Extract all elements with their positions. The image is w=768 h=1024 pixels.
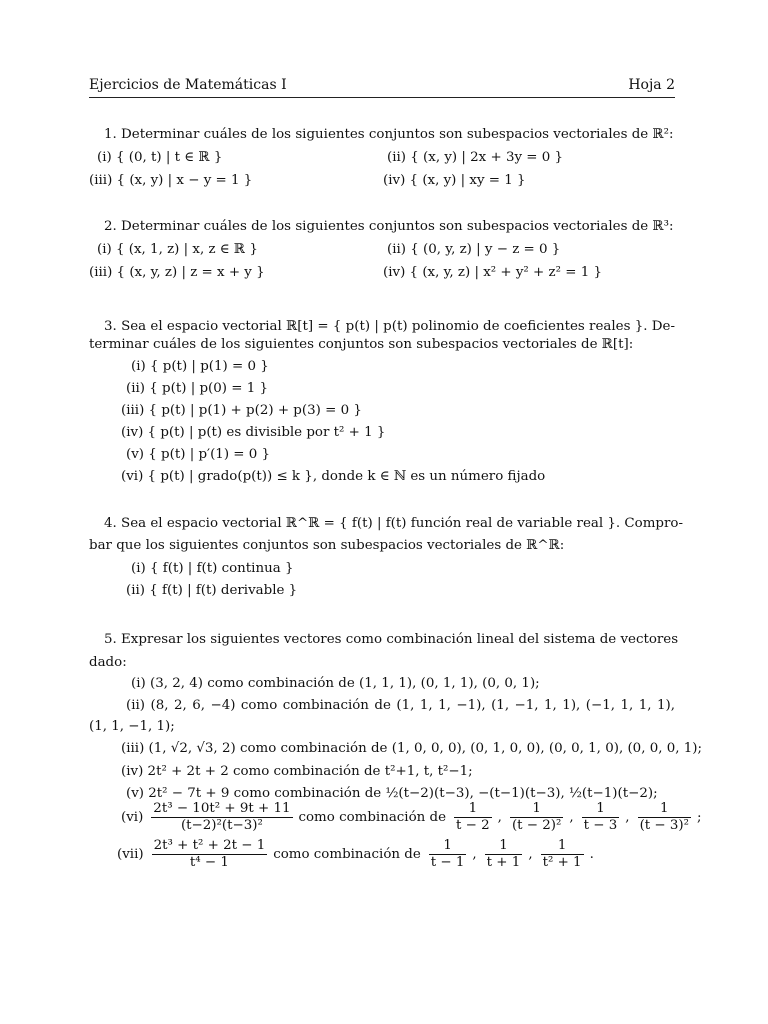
- comma: ,: [472, 846, 477, 862]
- ex5-vi-main-fraction: [151, 801, 292, 834]
- ex5-vii-denominator: t⁴ − 1: [189, 855, 229, 871]
- ex4-item-i: (i) { f(t) | f(t) continua }: [131, 561, 294, 576]
- ex5-vi-frac-2: [510, 801, 563, 834]
- ex5-item-iv: (iv) 2t² + 2t + 2 como combinación de t²+1, t, t²−1;: [121, 764, 473, 779]
- ex3-item-iv: (iv) { p(t) | p(t) es divisible por t² + 1 }: [121, 425, 386, 440]
- ex3-line2: terminar cuáles de los siguientes conjuntos son subespacios vectoriales de ℝ[t]:: [89, 337, 634, 352]
- ex1-item-ii: (ii) { (x, y) | 2x + 3y = 0 }: [387, 150, 564, 165]
- frac-num: 1: [582, 801, 620, 818]
- ex5-vi-denominator: (t−2)²(t−3)²: [180, 818, 263, 834]
- header-rule: [89, 97, 675, 98]
- comma: ,: [497, 809, 502, 825]
- ex5-vii-numerator: 2t³ + t² + 2t − 1: [152, 838, 268, 855]
- ex5-item-vii: [117, 838, 600, 871]
- ex2-item-iv: (iv) { (x, y, z) | x² + y² + z² = 1 }: [383, 265, 602, 280]
- ex5-item-v: (v) 2t² − 7t + 9 como combinación de ½(t−2)(t−3), −(t−1)(t−3), ½(t−1)(t−2);: [126, 786, 658, 801]
- ex5-item-ii-line1: (ii) (8, 2, 6, −4) como combinación de (1, 1, 1, −1), (1, −1, 1, 1), (−1, 1, 1, 1),: [126, 698, 675, 713]
- frac-den: t² + 1: [542, 855, 582, 871]
- ex2-item-ii: (ii) { (0, y, z) | y − z = 0 }: [387, 242, 561, 257]
- ex5-item-ii-line2: (1, 1, −1, 1);: [89, 719, 175, 734]
- ex2-title: 2. Determinar cuáles de los siguientes conjuntos son subespacios vectoriales de ℝ³:: [104, 219, 674, 234]
- ex5-vi-frac-4: [638, 801, 691, 834]
- frac-num: 1: [638, 801, 691, 818]
- ex5-vii-label: (vii): [117, 846, 144, 862]
- frac-den: t − 3: [583, 818, 618, 834]
- ex5-item-i: (i) (3, 2, 4) como combinación de (1, 1, 1), (0, 1, 1), (0, 0, 1);: [131, 676, 540, 691]
- comma: ,: [625, 809, 630, 825]
- ex2-item-iii: (iii) { (x, y, z) | z = x + y }: [89, 265, 265, 280]
- comma: ,: [528, 846, 533, 862]
- ex2-item-i: (i) { (x, 1, z) | x, z ∈ ℝ }: [97, 242, 258, 257]
- ex1-item-iv: (iv) { (x, y) | xy = 1 }: [383, 173, 526, 188]
- ex5-vi-label: (vi): [121, 809, 144, 825]
- ex5-vi-numerator: 2t³ − 10t² + 9t + 11: [151, 801, 292, 818]
- ex5-line1: 5. Expresar los siguientes vectores como combinación lineal del sistema de vectores: [104, 632, 679, 647]
- ex3-item-vi: (vi) { p(t) | grado(p(t)) ≤ k }, donde k ∈ ℕ es un número fijado: [121, 469, 546, 484]
- frac-num: 1: [510, 801, 563, 818]
- ex5-line2: dado:: [89, 655, 127, 670]
- ex4-line1: 4. Sea el espacio vectorial ℝ^ℝ = { f(t) | f(t) función real de variable real }. Compro-: [104, 516, 683, 531]
- ex5-vi-frac-1: [454, 801, 492, 834]
- header-left: Ejercicios de Matemáticas I: [89, 77, 287, 93]
- ex3-item-ii: (ii) { p(t) | p(0) = 1 }: [126, 381, 269, 396]
- frac-num: 1: [454, 801, 492, 818]
- ex4-item-ii: (ii) { f(t) | f(t) derivable }: [126, 583, 298, 598]
- ex5-item-iii: (iii) (1, √2, √3, 2) como combinación de (1, 0, 0, 0), (0, 1, 0, 0), (0, 0, 1, 0), (0, 0, 0, 1);: [121, 741, 703, 756]
- ex3-item-iii: (iii) { p(t) | p(1) + p(2) + p(3) = 0 }: [121, 403, 362, 418]
- frac-den: t − 1: [430, 855, 465, 871]
- frac-num: 1: [541, 838, 584, 855]
- ex3-item-i: (i) { p(t) | p(1) = 0 }: [131, 359, 269, 374]
- frac-den: (t − 2)²: [511, 818, 562, 834]
- comma: ,: [569, 809, 574, 825]
- frac-num: 1: [485, 838, 523, 855]
- frac-num: 1: [429, 838, 467, 855]
- ex1-title: 1. Determinar cuáles de los siguientes conjuntos son subespacios vectoriales de ℝ²:: [104, 127, 674, 142]
- ex5-vii-frac-3: [541, 838, 584, 871]
- header-right: Hoja 2: [628, 77, 675, 93]
- ex5-vii-main-fraction: [152, 838, 268, 871]
- ex1-item-iii: (iii) { (x, y) | x − y = 1 }: [89, 173, 253, 188]
- ex1-item-i: (i) { (0, t) | t ∈ ℝ }: [97, 150, 223, 165]
- frac-den: t − 2: [456, 818, 490, 834]
- frac-den: t + 1: [486, 855, 521, 871]
- semicolon: ;: [697, 809, 702, 825]
- period: .: [589, 846, 594, 862]
- ex5-item-vi: [121, 801, 708, 834]
- frac-den: (t − 3)²: [639, 818, 690, 834]
- ex5-vii-frac-2: [485, 838, 523, 871]
- ex5-vii-mid: como combinación de: [273, 846, 421, 862]
- ex3-item-v: (v) { p(t) | p′(1) = 0 }: [126, 447, 271, 462]
- ex5-vi-mid: como combinación de: [298, 809, 447, 825]
- ex5-vii-frac-1: [429, 838, 467, 871]
- ex3-line1: 3. Sea el espacio vectorial ℝ[t] = { p(t) | p(t) polinomio de coeficientes reales }. De-: [104, 319, 675, 334]
- ex4-line2: bar que los siguientes conjuntos son subespacios vectoriales de ℝ^ℝ:: [89, 538, 565, 553]
- ex5-vi-frac-3: [582, 801, 620, 834]
